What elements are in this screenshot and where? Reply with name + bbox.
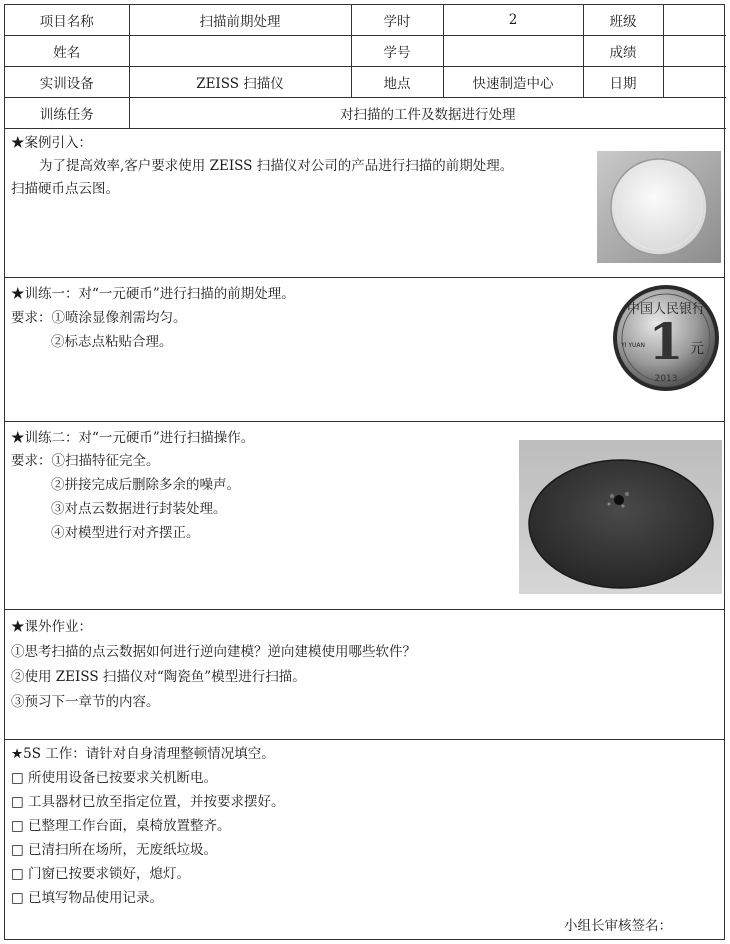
case-line-1: 为了提高效率,客户要求使用 ZEISS 扫描仪对公司的产品进行扫描的前期处理。 (39, 158, 514, 174)
training-2-title: ★训练二：对“一元硬币”进行扫描操作。 (11, 430, 255, 446)
one-yuan-coin-image (611, 283, 721, 393)
value-hours: 2 (443, 5, 583, 36)
checklist-item[interactable]: □ 工具器材已放至指定位置，并按要求摆好。 (11, 794, 285, 810)
label-hours: 学时 (351, 5, 443, 36)
table-row (5, 67, 726, 98)
homework-section (5, 610, 724, 740)
label-class: 班级 (583, 5, 663, 36)
table-row (5, 5, 726, 36)
training-1-req-1: 要求：①喷涂显像剂需均匀。 (11, 310, 187, 326)
value-name[interactable] (129, 36, 351, 67)
five-s-title: ★5S 工作：请针对自身清理整顿情况填空。 (11, 746, 275, 762)
homework-item-2: ②使用 ZEISS 扫描仪对“陶瓷鱼”模型进行扫描。 (11, 669, 306, 685)
label-location: 地点 (351, 67, 443, 98)
value-date[interactable] (663, 67, 726, 98)
label-name: 姓名 (5, 36, 129, 67)
value-score[interactable] (663, 36, 726, 67)
label-student-id: 学号 (351, 36, 443, 67)
value-student-id[interactable] (443, 36, 583, 67)
training-2-req-4: ④对模型进行对齐摆正。 (51, 525, 200, 541)
training-2-section (5, 422, 724, 610)
team-leader-signature-label: 小组长审核签名： (564, 918, 672, 934)
table-row (5, 98, 726, 129)
value-task: 对扫描的工件及数据进行处理 (129, 98, 726, 129)
homework-item-3: ③预习下一章节的内容。 (11, 694, 160, 710)
table-row (5, 36, 726, 67)
training-2-req-1: 要求：①扫描特征完全。 (11, 453, 160, 469)
case-section (5, 129, 724, 278)
case-title: ★案例引入： (11, 135, 92, 151)
homework-title: ★课外作业： (11, 619, 92, 635)
five-s-section (5, 740, 724, 942)
training-1-section (5, 278, 724, 422)
value-project-name: 扫描前期处理 (129, 5, 351, 36)
training-1-req-2: ②标志点粘贴合理。 (51, 334, 173, 350)
worksheet (4, 4, 725, 940)
checklist-item[interactable]: □ 已清扫所在场所，无废纸垃圾。 (11, 842, 218, 858)
coin-text-top: 中国人民银行 (626, 302, 706, 317)
checklist-item[interactable]: □ 所使用设备已按要求关机断电。 (11, 770, 218, 786)
checklist-item[interactable]: □ 已填写物品使用记录。 (11, 890, 164, 906)
checklist-item[interactable]: □ 已整理工作台面，桌椅放置整齐。 (11, 818, 231, 834)
info-table (5, 5, 726, 129)
value-equipment: ZEISS 扫描仪 (129, 67, 351, 98)
value-class[interactable] (663, 5, 726, 36)
value-location: 快速制造中心 (443, 67, 583, 98)
coin-pinyin: YI YUAN (621, 342, 645, 349)
coin-year: 2013 (654, 374, 678, 384)
homework-item-1: ①思考扫描的点云数据如何进行逆向建模？逆向建模使用哪些软件？ (11, 644, 416, 660)
label-project-name: 项目名称 (5, 5, 129, 36)
training-2-req-3: ③对点云数据进行封装处理。 (51, 501, 227, 517)
label-score: 成绩 (583, 36, 663, 67)
label-date: 日期 (583, 67, 663, 98)
label-equipment: 实训设备 (5, 67, 129, 98)
case-line-2: 扫描硬币点云图。 (11, 181, 119, 197)
scanned-coin-model-image (519, 440, 722, 594)
coin-numeral: 1 (648, 312, 684, 371)
training-2-req-2: ②拼接完成后删除多余的噪声。 (51, 477, 240, 493)
training-1-title: ★训练一：对“一元硬币”进行扫描的前期处理。 (11, 286, 295, 302)
label-task: 训练任务 (5, 98, 129, 129)
checklist-item[interactable]: □ 门窗已按要求锁好，熄灯。 (11, 866, 191, 882)
coin-yuan-char: 元 (690, 341, 704, 357)
point-cloud-coin-image (597, 151, 721, 263)
